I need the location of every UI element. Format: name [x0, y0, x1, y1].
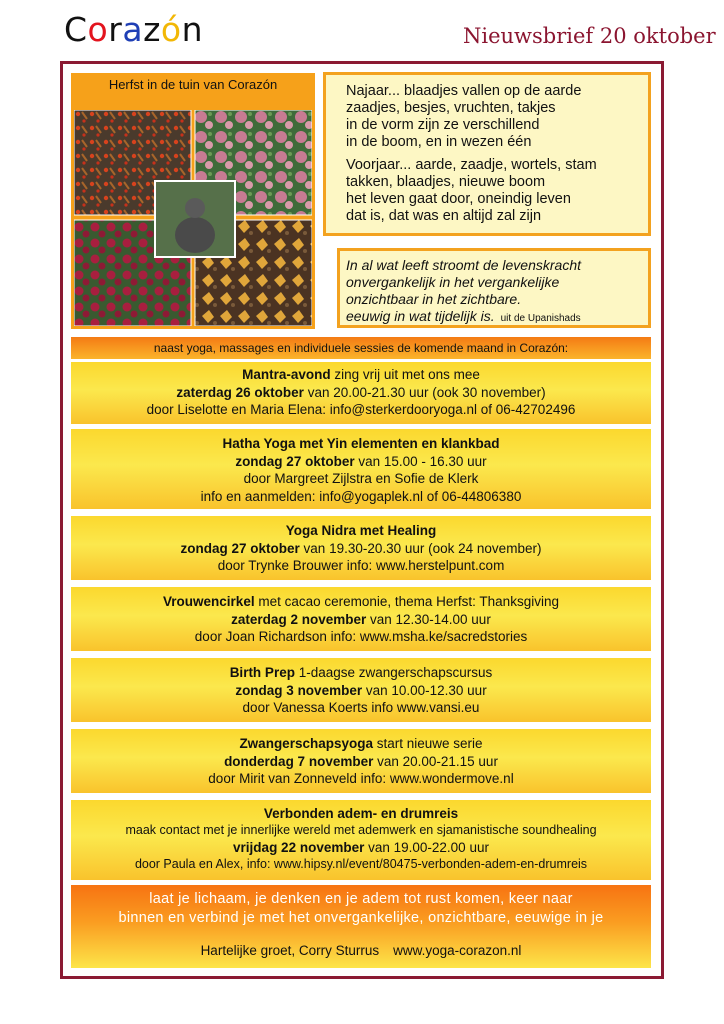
poem-line: takken, blaadjes, nieuwe boom — [346, 174, 546, 190]
event-time: van 19.00-22.00 uur — [364, 840, 489, 855]
logo-letter: a — [122, 10, 144, 49]
poem-line: zaadjes, besjes, vruchten, takjes — [346, 100, 556, 116]
event-subtitle: met cacao ceremonie, thema Herfst: Thanksgiving — [254, 594, 559, 609]
corazon-logo — [64, 10, 203, 49]
event-time: van 12.30-14.00 uur — [366, 611, 491, 627]
logo-letter: ó — [160, 10, 182, 49]
logo-letter: n — [181, 10, 204, 49]
event-date: zaterdag 26 oktober — [176, 384, 304, 400]
event-contact: door Joan Richardson info: www.msha.ke/sacredstories — [194, 629, 528, 644]
event-subtitle: start nieuwe serie — [372, 736, 483, 751]
event-date: zondag 27 oktober — [180, 540, 300, 556]
closing-box — [71, 885, 651, 968]
event-title: Verbonden adem- en drumreis — [263, 806, 459, 821]
quote-source: uit de Upanishads — [500, 313, 581, 324]
poem-line: het leven gaat door, oneindig leven — [346, 191, 571, 207]
event-card — [71, 800, 651, 880]
event-date: zaterdag 2 november — [231, 611, 367, 627]
event-contact: info en aanmelden: info@yogaplek.nl of 06-44806380 — [200, 488, 522, 504]
photo-collage-image — [74, 110, 312, 326]
quote-line: In al wat leeft stroomt de levenskracht — [346, 257, 581, 273]
quote-line: onzichtbaar in het zichtbare. — [346, 291, 522, 307]
event-date: zondag 27 oktober — [235, 453, 355, 469]
event-time: van 10.00-12.30 uur — [362, 682, 487, 698]
quote-box — [337, 248, 651, 328]
event-title: Hatha Yoga met Yin elementen en klankbad — [222, 436, 500, 451]
closing-message: binnen en verbind je met het onvergankelijke, onzichtbare, eeuwige in je — [118, 910, 604, 926]
photo-grid — [74, 110, 312, 326]
event-card — [71, 658, 651, 722]
event-contact: door Mirit van Zonneveld info: www.wondermove.nl — [208, 771, 514, 786]
event-subtitle: zing vrij uit met ons mee — [330, 367, 480, 382]
event-title: Vrouwencirkel — [163, 594, 255, 609]
event-date: vrijdag 22 november — [233, 840, 365, 855]
website-link[interactable]: www.yoga-corazon.nl — [393, 943, 522, 958]
logo-letter: o — [87, 10, 109, 49]
event-card — [71, 587, 651, 651]
event-subtitle: 1-daagse zwangerschapscursus — [294, 665, 493, 680]
logo-letter: C — [64, 10, 88, 49]
poem-line: Voorjaar... aarde, zaadje, wortels, stam — [346, 157, 597, 173]
event-time: van 15.00 - 16.30 uur — [354, 453, 487, 469]
garden-title: Herfst in de tuin van Corazón — [108, 77, 278, 92]
newsletter-date: Nieuwsbrief 20 oktober — [463, 24, 716, 48]
event-host: door Margreet Zijlstra en Sofie de Klerk — [243, 471, 479, 486]
logo-letter: r — [108, 10, 123, 49]
event-date: zondag 3 november — [235, 682, 363, 698]
event-contact: door Paula en Alex, info: www.hipsy.nl/event/80475-verbonden-adem-en-drumreis — [134, 857, 588, 871]
garden-collage — [71, 73, 315, 329]
event-card — [71, 516, 651, 580]
event-title: Birth Prep — [229, 665, 295, 680]
event-title: Zwangerschapsyoga — [239, 736, 373, 751]
event-time: van 20.00-21.30 uur (ook 30 november) — [303, 384, 546, 400]
event-title: Mantra-avond — [242, 367, 331, 382]
quote-line: eeuwig in wat tijdelijk is. — [346, 308, 495, 324]
poem-box — [323, 72, 651, 236]
event-card — [71, 429, 651, 509]
event-card — [71, 729, 651, 793]
event-contact: door Trynke Brouwer info: www.herstelpunt.com — [217, 558, 505, 573]
event-description: maak contact met je innerlijke wereld met ademwerk en sjamanistische soundhealing — [125, 823, 597, 837]
event-contact: door Liselotte en Maria Elena: info@sterkerdooryoga.nl of 06-42702496 — [146, 402, 576, 417]
event-contact: door Vanessa Koerts info www.vansi.eu — [242, 700, 480, 715]
logo-letter: z — [143, 10, 161, 49]
event-card — [71, 362, 651, 424]
poem-line: in de boom, en in wezen één — [346, 134, 532, 150]
event-date: donderdag 7 november — [224, 753, 374, 769]
event-time: van 19.30-20.30 uur (ook 24 november) — [299, 540, 542, 556]
event-time: van 20.00-21.15 uur — [373, 753, 498, 769]
poem-line: in de vorm zijn ze verschillend — [346, 117, 540, 133]
poem-line: Najaar... blaadjes vallen op de aarde — [346, 83, 582, 99]
closing-greeting: Hartelijke groet, Corry Sturrus — [200, 943, 380, 958]
event-title: Yoga Nidra met Healing — [285, 523, 437, 538]
poem-line: dat is, dat was en altijd zal zijn — [346, 208, 542, 224]
closing-message: laat je lichaam, je denken en je adem tot rust komen, keer naar — [149, 891, 573, 907]
events-intro: naast yoga, massages en individuele sessies de komende maand in Corazón: — [71, 337, 651, 359]
quote-line: onvergankelijk in het vergankelijke — [346, 274, 560, 290]
